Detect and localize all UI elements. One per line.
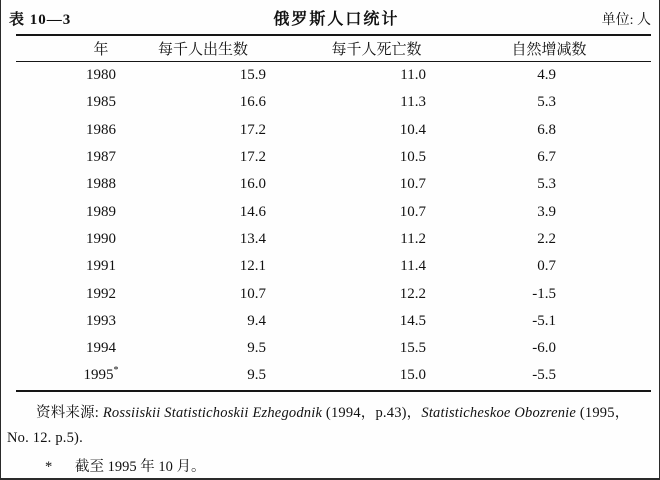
page-title: 俄罗斯人口统计 xyxy=(273,11,400,28)
table-body xyxy=(16,62,651,392)
population-statistics-table xyxy=(16,34,651,392)
year-value: 1995 xyxy=(83,367,114,384)
year-cell xyxy=(16,149,186,166)
births-cell: 9.5 xyxy=(247,367,266,384)
table-row xyxy=(16,89,651,116)
source-title-2: Statisticheskoe Obozrenie xyxy=(421,404,577,421)
natural-cell: 0.7 xyxy=(537,258,556,275)
year-value: 1993 xyxy=(86,312,116,329)
natural-cell: 3.9 xyxy=(537,203,556,220)
natural-cell: -1.5 xyxy=(532,285,556,302)
table-label: 表 10—3 xyxy=(9,12,72,28)
table-row xyxy=(16,335,651,362)
unit-label: 单位: 人 xyxy=(601,13,651,28)
column-header-year: 年 xyxy=(93,42,109,58)
year-value: 1994 xyxy=(86,340,116,357)
year-value: 1988 xyxy=(86,176,116,193)
deaths-cell: 10.7 xyxy=(399,203,426,220)
table-row xyxy=(16,362,651,389)
table-row xyxy=(16,117,651,144)
table-caption-row xyxy=(1,0,659,26)
table-row xyxy=(16,171,651,198)
source-mid: (1994，p.43)， xyxy=(322,404,422,421)
table-row xyxy=(16,226,651,253)
footnote-asterisk: * xyxy=(45,459,53,476)
year-value: 1980 xyxy=(86,67,116,84)
births-cell: 17.2 xyxy=(239,149,266,166)
births-cell: 9.4 xyxy=(247,312,266,329)
natural-cell: 2.2 xyxy=(537,230,556,247)
births-cell: 12.1 xyxy=(239,258,266,275)
year-cell xyxy=(16,176,186,193)
source-suffix: (1995，No. 12. p.5). xyxy=(7,404,630,447)
births-cell: 10.7 xyxy=(239,285,266,302)
column-header-natural: 自然增减数 xyxy=(511,42,587,58)
column-header-births: 每千人出生数 xyxy=(157,42,248,58)
year-cell xyxy=(16,286,186,303)
table-row xyxy=(16,253,651,280)
deaths-cell: 11.4 xyxy=(400,258,426,275)
table-row xyxy=(16,62,651,89)
births-cell: 13.4 xyxy=(239,230,266,247)
year-value: 1989 xyxy=(86,203,116,220)
year-value: 1990 xyxy=(86,230,116,247)
deaths-cell: 10.5 xyxy=(399,149,426,166)
natural-cell: -5.5 xyxy=(532,367,556,384)
year-value: 1985 xyxy=(86,94,116,111)
table-row xyxy=(16,308,651,335)
natural-cell: 5.3 xyxy=(537,176,556,193)
births-cell: 16.6 xyxy=(239,94,266,111)
table-row xyxy=(16,280,651,307)
year-cell xyxy=(16,204,186,221)
footnote-marker: * xyxy=(113,365,119,377)
natural-cell: -5.1 xyxy=(532,312,556,329)
year-value: 1991 xyxy=(86,258,116,275)
deaths-cell: 12.2 xyxy=(399,285,426,302)
year-cell xyxy=(16,340,186,357)
year-cell xyxy=(16,258,186,275)
source-prefix: 资料来源: xyxy=(36,404,103,421)
column-header-deaths: 每千人死亡数 xyxy=(331,42,422,58)
deaths-cell: 15.0 xyxy=(399,367,426,384)
year-value: 1992 xyxy=(86,285,116,302)
births-cell: 14.6 xyxy=(239,203,266,220)
births-cell: 16.0 xyxy=(239,176,266,193)
year-value: 1987 xyxy=(86,149,116,166)
source-note xyxy=(7,401,651,453)
year-cell xyxy=(16,94,186,111)
deaths-cell: 11.2 xyxy=(400,230,426,247)
year-cell xyxy=(16,367,186,384)
deaths-cell: 10.4 xyxy=(399,121,426,138)
year-value: 1986 xyxy=(86,121,116,138)
natural-cell: 6.8 xyxy=(537,121,556,138)
births-cell: 17.2 xyxy=(239,121,266,138)
deaths-cell: 10.7 xyxy=(399,176,426,193)
table-footnote xyxy=(1,455,659,476)
deaths-cell: 15.5 xyxy=(399,340,426,357)
year-cell xyxy=(16,231,186,248)
year-cell xyxy=(16,67,186,84)
deaths-cell: 14.5 xyxy=(399,312,426,329)
source-title-1: Rossiiskii Statistichoskii Ezhegodnik xyxy=(102,404,323,421)
natural-cell: -6.0 xyxy=(532,340,556,357)
table-header-row xyxy=(16,34,651,62)
natural-cell: 6.7 xyxy=(537,149,556,166)
table-row xyxy=(16,144,651,171)
deaths-cell: 11.3 xyxy=(400,94,426,111)
year-cell xyxy=(16,313,186,330)
table-row xyxy=(16,198,651,225)
footnote-text: 截至 1995 年 10 月。 xyxy=(75,459,206,476)
year-cell xyxy=(16,122,186,139)
births-cell: 9.5 xyxy=(247,340,266,357)
deaths-cell: 11.0 xyxy=(400,67,426,84)
births-cell: 15.9 xyxy=(239,67,266,84)
natural-cell: 5.3 xyxy=(537,94,556,111)
natural-cell: 4.9 xyxy=(537,67,556,84)
